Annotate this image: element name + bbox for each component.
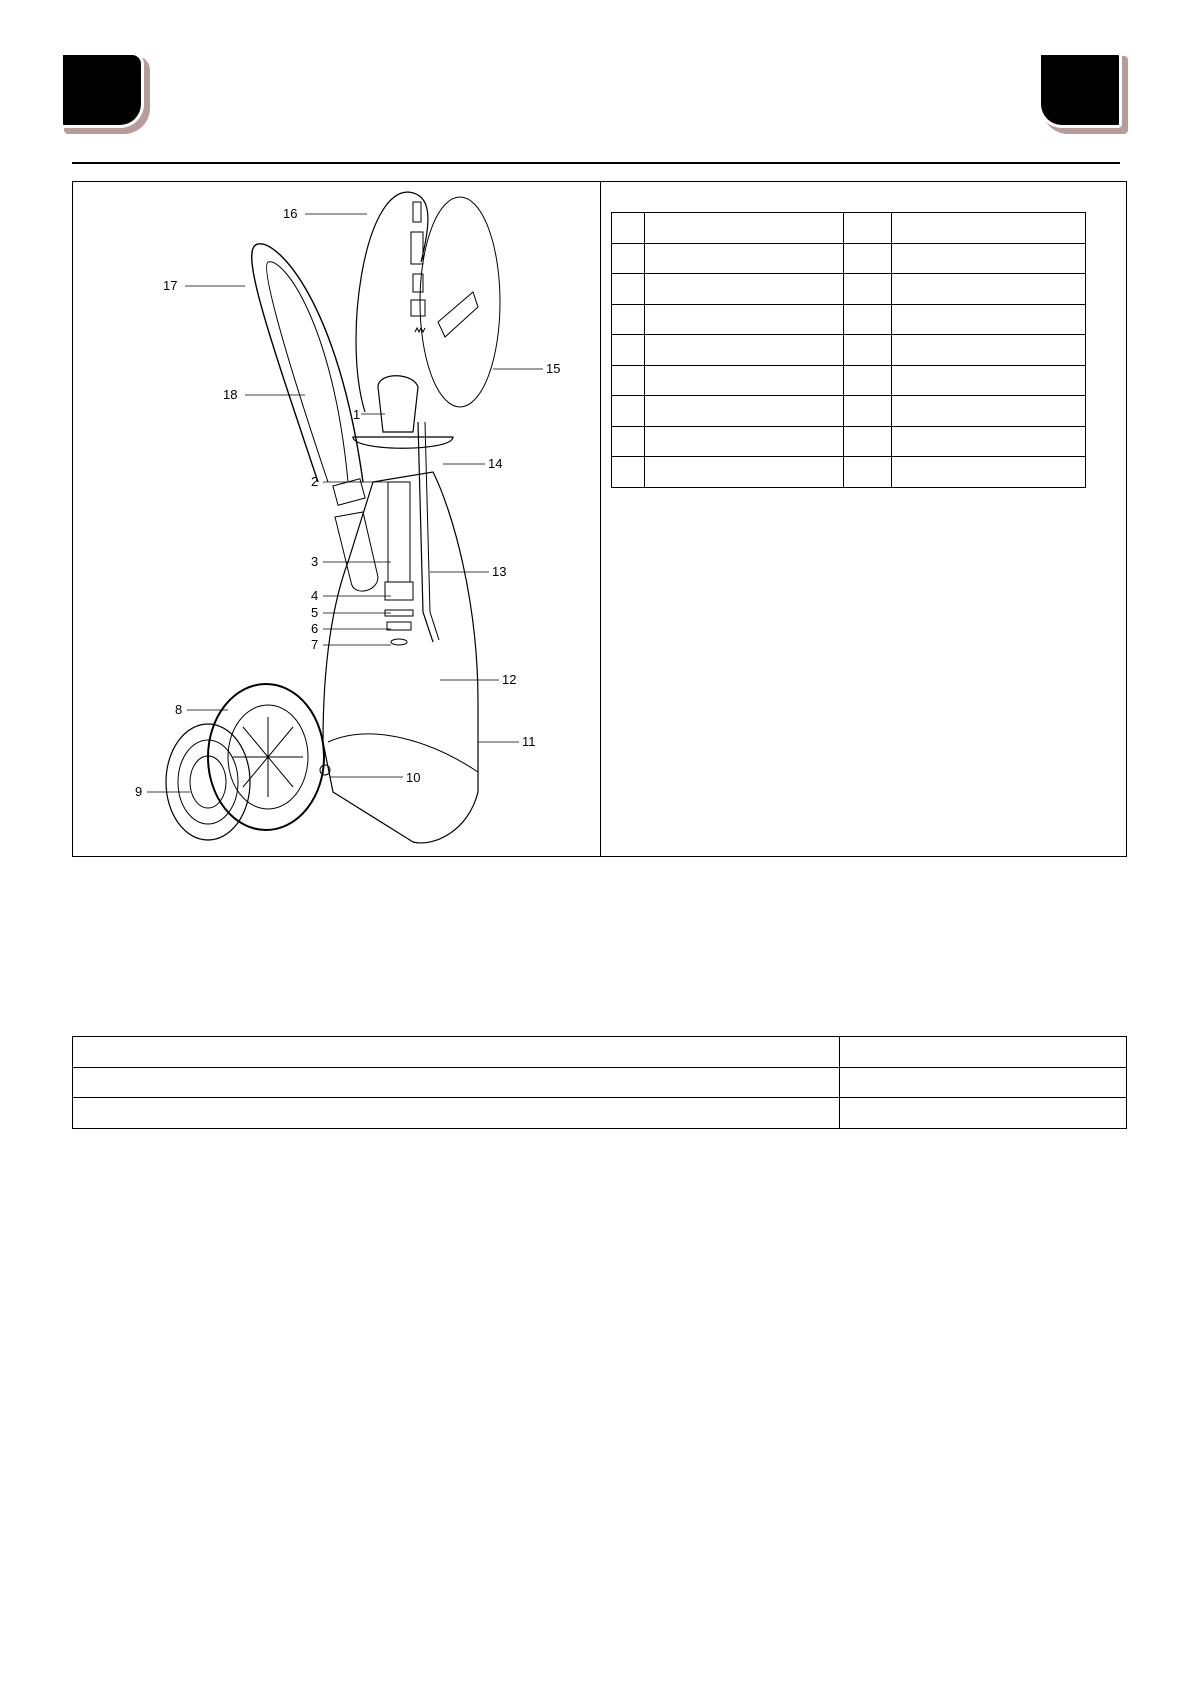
table-cell: [839, 1098, 1126, 1129]
table-cell: [644, 426, 843, 457]
parts-table-row: [612, 243, 1086, 274]
table-cell: [644, 457, 843, 488]
table-cell: [612, 365, 645, 396]
callout-2: 2: [311, 474, 319, 489]
table-cell: [843, 274, 891, 305]
callout-9: 9: [135, 784, 143, 799]
parts-table-row: [612, 304, 1086, 335]
table-cell: [892, 304, 1086, 335]
callout-15: 15: [546, 361, 561, 376]
table-cell: [612, 213, 645, 244]
spec-table-row: [73, 1067, 1127, 1098]
table-cell: [644, 335, 843, 366]
parts-table: [611, 212, 1086, 488]
table-cell: [644, 274, 843, 305]
callout-17: 17: [163, 278, 178, 293]
table-cell: [612, 335, 645, 366]
table-cell: [73, 1037, 840, 1068]
table-cell: [843, 457, 891, 488]
frame-divider: [600, 181, 601, 857]
table-cell: [644, 213, 843, 244]
exploded-parts-diagram: [73, 182, 600, 856]
table-cell: [612, 304, 645, 335]
table-cell: [73, 1067, 840, 1098]
callout-11: 11: [522, 734, 536, 749]
callout-12: 12: [502, 672, 517, 687]
table-cell: [612, 426, 645, 457]
spec-table: [72, 1036, 1127, 1129]
callout-4: 4: [311, 588, 319, 603]
parts-table-row: [612, 213, 1086, 244]
callout-1: 1: [353, 407, 361, 422]
header-rule: [72, 162, 1120, 164]
table-cell: [892, 396, 1086, 427]
table-cell: [612, 457, 645, 488]
callout-14: 14: [488, 456, 503, 471]
callout-6: 6: [311, 621, 319, 636]
callout-13: 13: [492, 564, 507, 579]
table-cell: [644, 365, 843, 396]
spec-table-row: [73, 1098, 1127, 1129]
table-cell: [612, 274, 645, 305]
table-cell: [644, 243, 843, 274]
callout-18: 18: [223, 387, 238, 402]
table-cell: [892, 365, 1086, 396]
table-cell: [73, 1098, 840, 1129]
table-cell: [644, 396, 843, 427]
table-cell: [843, 426, 891, 457]
table-cell: [892, 335, 1086, 366]
table-cell: [843, 396, 891, 427]
table-cell: [612, 396, 645, 427]
table-cell: [839, 1037, 1126, 1068]
callout-16: 16: [283, 206, 298, 221]
callout-5: 5: [311, 605, 319, 620]
corner-tab-right: [1038, 52, 1128, 132]
callout-3: 3: [311, 554, 319, 569]
callout-8: 8: [175, 702, 183, 717]
table-cell: [843, 243, 891, 274]
table-cell: [612, 243, 645, 274]
table-cell: [892, 426, 1086, 457]
table-cell: [839, 1067, 1126, 1098]
table-cell: [644, 304, 843, 335]
table-cell: [892, 213, 1086, 244]
parts-table-row: [612, 457, 1086, 488]
callout-10: 10: [406, 770, 421, 785]
table-cell: [843, 304, 891, 335]
table-cell: [892, 243, 1086, 274]
parts-table-row: [612, 335, 1086, 366]
table-cell: [892, 457, 1086, 488]
corner-tab-left: [60, 52, 150, 132]
table-cell: [843, 335, 891, 366]
parts-table-row: [612, 396, 1086, 427]
parts-table-row: [612, 274, 1086, 305]
parts-table-row: [612, 426, 1086, 457]
table-cell: [892, 274, 1086, 305]
spec-table-row: [73, 1037, 1127, 1068]
table-cell: [843, 365, 891, 396]
parts-table-row: [612, 365, 1086, 396]
table-cell: [843, 213, 891, 244]
callout-7: 7: [311, 637, 319, 652]
